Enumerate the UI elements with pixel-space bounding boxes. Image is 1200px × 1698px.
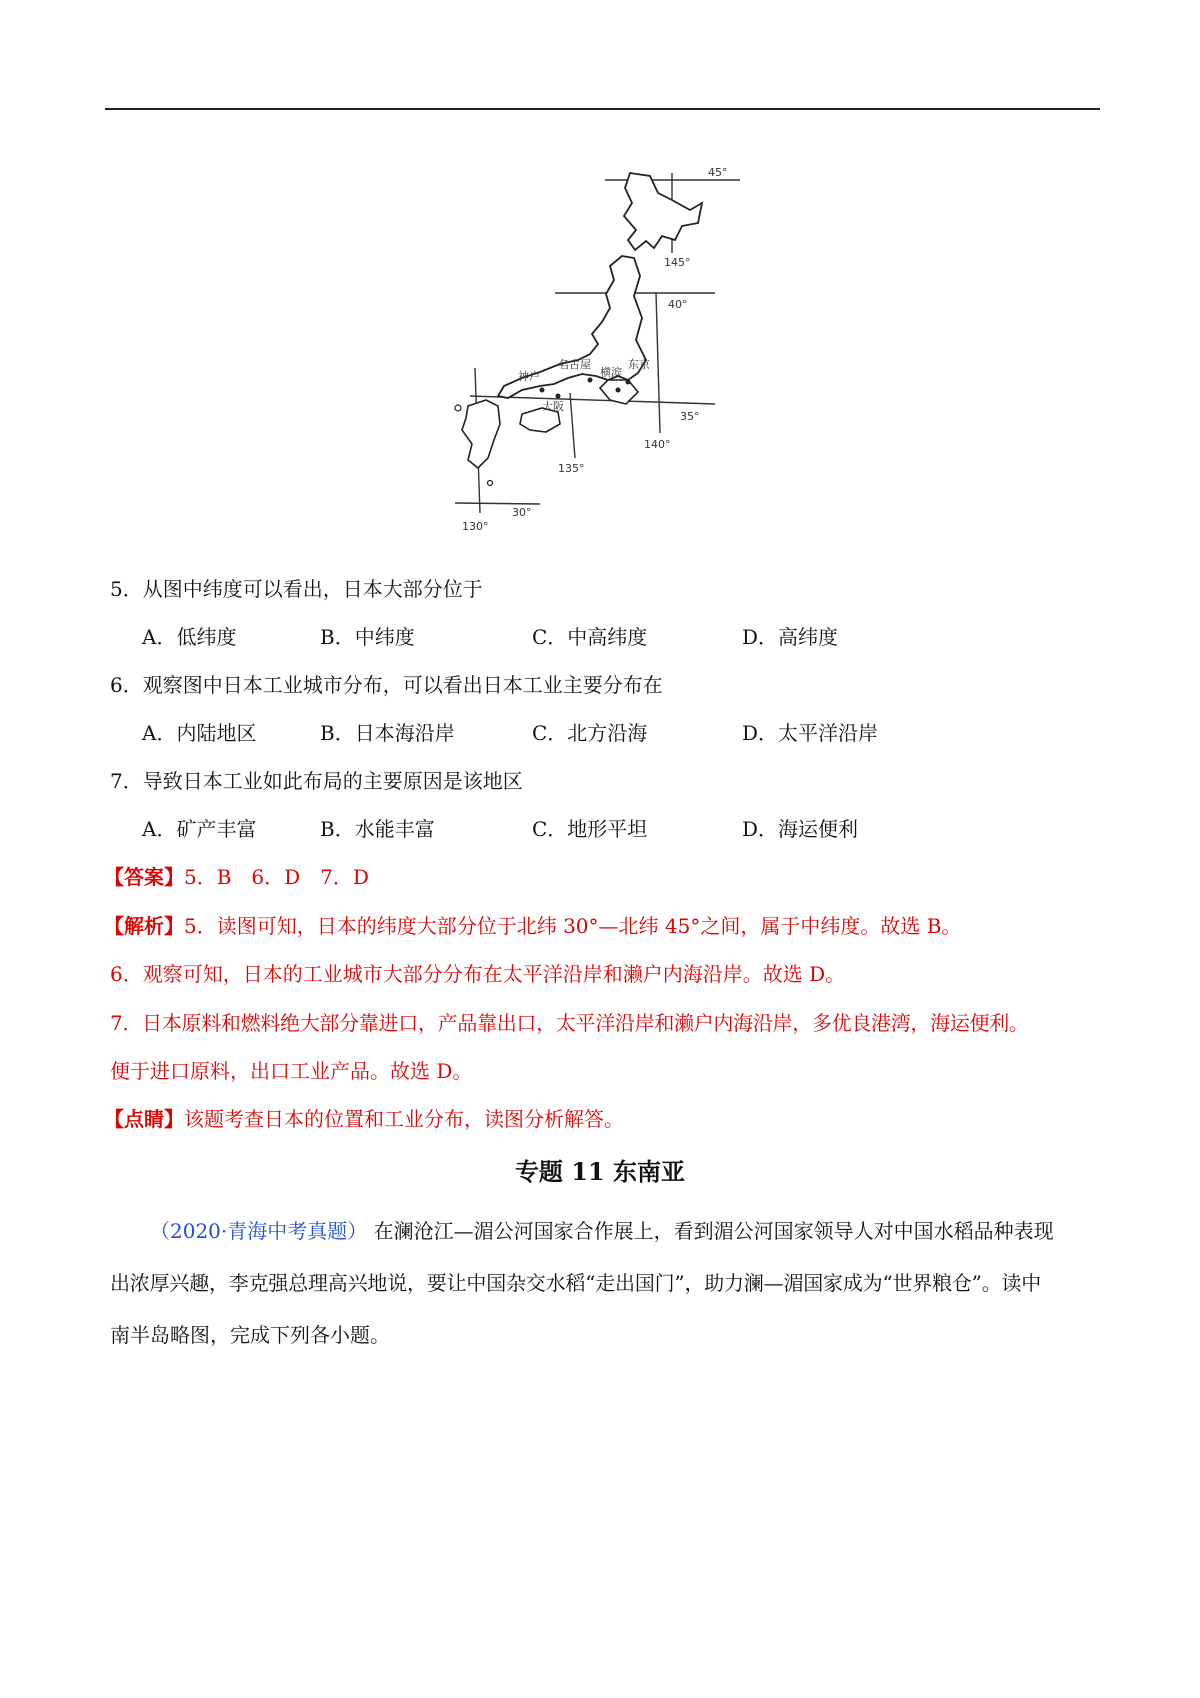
intro-line-3: 南半岛略图，完成下列各小题。 (110, 1323, 390, 1347)
q7-option-b: B．水能丰富 (320, 817, 435, 841)
analysis-line-1 (104, 913, 961, 939)
q5-option-d: D．高纬度 (742, 625, 839, 649)
analysis-tag: 【解析】 (104, 914, 184, 938)
analysis-line-2: 6．观察可知，日本的工业城市大部分分布在太平洋沿岸和濑户内海沿岸。故选 D。 (110, 962, 846, 986)
city-dot-yokohama (616, 388, 621, 393)
kyushu-outline (462, 400, 500, 468)
city-dot-nagoya (588, 378, 593, 383)
q6-option-c: C．北方沿海 (532, 721, 648, 745)
city-label-osaka: 大阪 (542, 400, 564, 413)
city-dot-kobe (540, 388, 545, 393)
question-6-stem: 6．观察图中日本工业城市分布，可以看出日本工业主要分布在 (110, 673, 663, 697)
analysis-line-4: 便于进口原料，出口工业产品。故选 D。 (110, 1059, 473, 1083)
intro-line-2: 出浓厚兴趣，李克强总理高兴地说，要让中国杂交水稻“走出国门”，助力澜—湄国家成为“世界粮仓”。读中 (110, 1271, 1042, 1295)
q5-option-b: B．中纬度 (320, 625, 415, 649)
city-label-tokyo: 东京 (628, 358, 650, 371)
analysis-line-3: 7．日本原料和燃料绝大部分靠进口，产品靠出口，太平洋沿岸和濑户内海沿岸，多优良港湾，海运便利。 (110, 1011, 1029, 1035)
island-mark (488, 481, 493, 486)
intro-line-1 (150, 1218, 1054, 1244)
q7-option-a: A．矿产丰富 (142, 817, 257, 841)
island-mark (455, 405, 461, 411)
q6-option-d: D．太平洋沿岸 (742, 721, 879, 745)
lon-label-135: 135° (558, 462, 585, 475)
question-7-stem: 7．导致日本工业如此布局的主要原因是该地区 (110, 769, 523, 793)
question-5-stem: 5．从图中纬度可以看出，日本大部分位于 (110, 577, 483, 601)
q5-option-a: A．低纬度 (142, 625, 237, 649)
answer-text: 5．B 6．D 7．D (184, 865, 369, 889)
intro-text-1: 在澜沧江—湄公河国家合作展上，看到湄公河国家领导人对中国水稻品种表现 (373, 1219, 1054, 1243)
longitude-line-135 (570, 393, 575, 458)
city-label-kobe: 神户 (518, 370, 540, 383)
hokkaido-outline (624, 173, 702, 250)
q7-option-d: D．海运便利 (742, 817, 859, 841)
comment-text: 该题考查日本的位置和工业分布，读图分析解答。 (184, 1107, 624, 1131)
latitude-line-30 (455, 503, 540, 504)
city-label-nagoya: 名古屋 (558, 358, 591, 371)
answer-line (104, 864, 369, 890)
answer-tag: 【答案】 (104, 865, 184, 889)
city-label-yokohama: 横滨 (600, 366, 622, 379)
q6-option-b: B．日本海沿岸 (320, 721, 455, 745)
longitude-line-140 (656, 293, 660, 433)
q6-option-a: A．内陆地区 (142, 721, 257, 745)
lat-label-30: 30° (512, 506, 532, 519)
section-title: 专题 11 东南亚 (514, 1157, 686, 1186)
lat-label-35: 35° (680, 410, 700, 423)
lat-label-45: 45° (708, 168, 728, 179)
analysis-text-1: 5．读图可知，日本的纬度大部分位于北纬 30°—北纬 45°之间，属于中纬度。故选 B。 (184, 914, 962, 938)
q5-option-c: C．中高纬度 (532, 625, 648, 649)
japan-map-svg (450, 168, 760, 548)
comment-line (104, 1106, 624, 1132)
lon-label-145: 145° (664, 256, 691, 269)
lon-label-140: 140° (644, 438, 671, 451)
question-source: （2020·青海中考真题） (150, 1219, 368, 1243)
lon-label-130: 130° (462, 520, 489, 533)
city-dot-tokyo (626, 380, 631, 385)
lat-label-40: 40° (668, 298, 688, 311)
city-dot-osaka (556, 394, 561, 399)
comment-tag: 【点睛】 (104, 1107, 184, 1131)
japan-map-figure (450, 168, 760, 548)
q7-option-c: C．地形平坦 (532, 817, 648, 841)
header-rule (105, 108, 1100, 110)
